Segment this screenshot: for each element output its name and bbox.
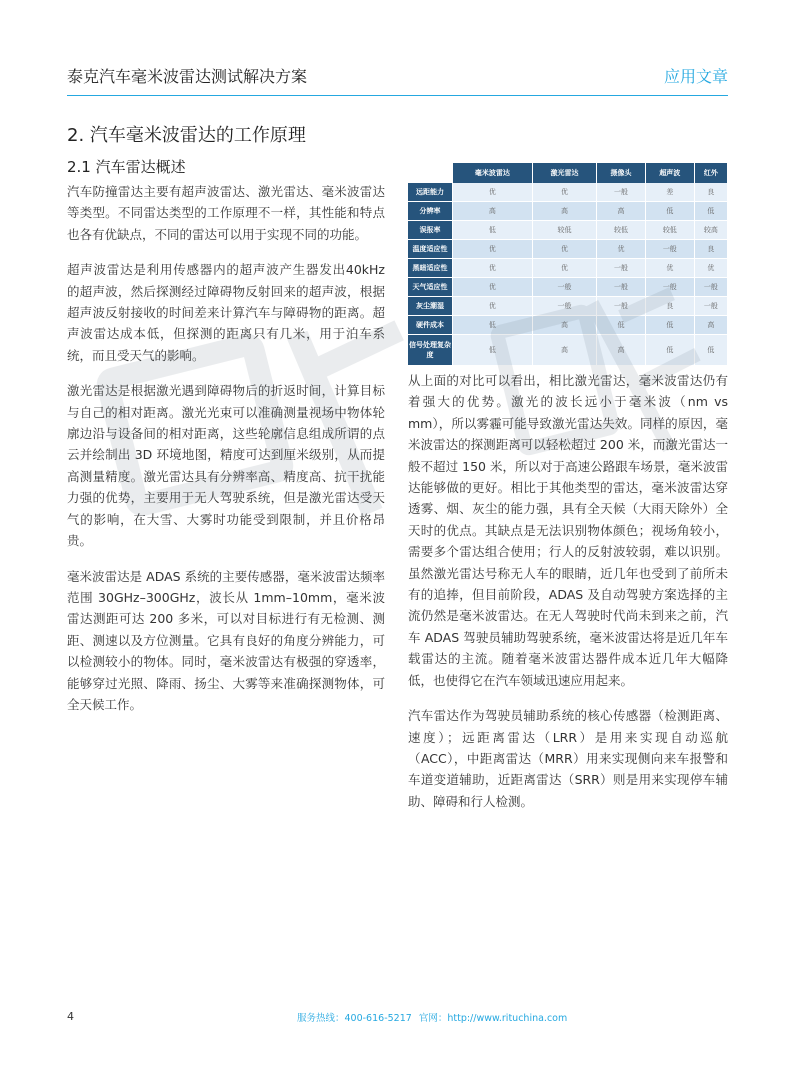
article-category: 应用文章 [663, 67, 728, 86]
paragraph: 从上面的对比可以看出，相比激光雷达，毫米波雷达仍有着强大的优势。激光的波长远小于毫米波（nm vs mm），所以雾霾可能导致激光雷达失效。同样的原因，毫米波雷达的探测距离可以轻松超过 200 米，而激光雷达一般不超过 150 米，所以对于高速公路跟车场景，毫米波雷达能够做的更好。相比于其他类型的雷达，毫米波雷达穿透雾、烟、灰尘的能力强，具有全天候（大雨天除外）全天时的优点。其缺点是无法识别物体颜色；视场角较小，需要多个雷达组合使用；行人的反射波较弱，难以识别。虽然激光雷达号称无人车的眼睛，近几年也受到了前所未有的追捧，但目前阶段，ADAS 及自动驾驶方案选择的主流仍然是毫米波雷达。在无人驾驶时代尚未到来之前，汽车 ADAS 驾驶员辅助驾驶系统，毫米波雷达将是近几年车载雷达的主流。随着毫米波雷达器件成本近几年大幅降低，也使得它在汽车领域迅速应用起来。 [408, 373, 728, 688]
table-cell: 一般 [646, 278, 695, 297]
row-header: 黑暗适应性 [408, 259, 453, 278]
table-cell: 优 [695, 259, 728, 278]
page-number: 4 [67, 1010, 74, 1023]
table-cell: 一般 [597, 183, 646, 202]
service-hotline: 服务热线：400-616-5217 [297, 1013, 412, 1024]
table-cell: 一般 [597, 278, 646, 297]
right-column [408, 370, 728, 826]
table-cell: 较低 [597, 221, 646, 240]
table-cell: 高 [533, 335, 597, 366]
table-row [408, 335, 728, 366]
radar-comparison-table [408, 163, 728, 366]
table-cell: 低 [597, 316, 646, 335]
table-cell: 较低 [533, 221, 597, 240]
table-cell: 低 [695, 202, 728, 221]
row-header: 硬件成本 [408, 316, 453, 335]
table-cell: 优 [453, 240, 533, 259]
table-cell: 一般 [597, 297, 646, 316]
column-header: 毫米波雷达 [453, 163, 533, 183]
website-link[interactable]: 官网：http://www.rituchina.com [418, 1013, 568, 1024]
row-header: 温度适应性 [408, 240, 453, 259]
footer-contact [297, 1010, 571, 1024]
table-cell: 高 [597, 335, 646, 366]
subsection-heading: 2.1 汽车雷达概述 [67, 158, 186, 176]
table-cell: 高 [533, 316, 597, 335]
table-cell: 优 [453, 278, 533, 297]
table-header-row [408, 163, 728, 183]
table-cell: 优 [533, 240, 597, 259]
table-row [408, 183, 728, 202]
table-row [408, 202, 728, 221]
paragraph: 汽车防撞雷达主要有超声波雷达、激光雷达、毫米波雷达等类型。不同雷达类型的工作原理不一样，其性能和特点也各有优缺点，不同的雷达可以用于实现不同的功能。 [67, 184, 385, 242]
table-cell: 高 [453, 202, 533, 221]
table-cell: 一般 [533, 278, 597, 297]
table-row [408, 240, 728, 259]
row-header: 误报率 [408, 221, 453, 240]
table-cell: 一般 [695, 297, 728, 316]
table-cell: 低 [453, 335, 533, 366]
row-header: 天气适应性 [408, 278, 453, 297]
table-cell: 良 [646, 297, 695, 316]
row-header: 灰尘潮湿 [408, 297, 453, 316]
table-cell: 一般 [597, 259, 646, 278]
table-cell: 优 [453, 297, 533, 316]
table-cell: 优 [533, 259, 597, 278]
table-cell: 低 [646, 202, 695, 221]
table-body [408, 183, 728, 366]
row-header: 分辨率 [408, 202, 453, 221]
table-row [408, 316, 728, 335]
column-header: 摄像头 [597, 163, 646, 183]
table-cell: 一般 [646, 240, 695, 259]
table-cell: 差 [646, 183, 695, 202]
table-cell: 优 [453, 183, 533, 202]
comparison-table [408, 163, 728, 366]
document-title: 泰克汽车毫米波雷达测试解决方案 [67, 67, 308, 86]
left-column [67, 181, 385, 729]
table-cell: 高 [695, 316, 728, 335]
table-cell: 较高 [695, 221, 728, 240]
column-header: 激光雷达 [533, 163, 597, 183]
table-row [408, 297, 728, 316]
table-cell: 高 [533, 202, 597, 221]
header-divider [67, 95, 728, 96]
table-cell: 优 [533, 183, 597, 202]
table-cell: 一般 [533, 297, 597, 316]
table-cell: 优 [453, 259, 533, 278]
paragraph: 超声波雷达是利用传感器内的超声波产生器发出40kHz 的超声波，然后探测经过障碍物反射回来的超声波，根据超声波反射接收的时间差来计算汽车与障碍物的距离。超声波雷达成本低，但探测的距离只有几米，用于泊车系统，而且受天气的影响。 [67, 262, 385, 363]
table-row [408, 278, 728, 297]
table-cell: 良 [695, 240, 728, 259]
paragraph: 激光雷达是根据激光遇到障碍物后的折返时间，计算目标与自己的相对距离。激光光束可以准确测量视场中物体轮廓边沿与设备间的相对距离，这些轮廓信息组成所谓的点云并绘制出 3D 环境地图，精度可达到厘米级别，从而提高测量精度。激光雷达具有分辨率高、精度高、抗干扰能力强的优势，主要用于无人驾驶系统，但是激光雷达受天气的影响，在大雪、大雾时功能受到限制，并且价格昂贵。 [67, 383, 385, 549]
row-header: 信号处理复杂度 [408, 335, 453, 366]
table-cell: 低 [646, 335, 695, 366]
row-header: 远距能力 [408, 183, 453, 202]
paragraph: 毫米波雷达是 ADAS 系统的主要传感器，毫米波雷达频率范围 30GHz–300GHz，波长从 1mm–10mm，毫米波雷达测距可达 200 多米，可以对目标进行有无检测、测距、测速以及方位测量。它具有良好的角度分辨能力，可以检测较小的物体。同时，毫米波雷达有极强的穿透率，能够穿过光照、降雨、扬尘、大雾等来准确探测物体，可全天候工作。 [67, 568, 385, 712]
table-cell: 一般 [695, 278, 728, 297]
section-heading: 2. 汽车毫米波雷达的工作原理 [67, 125, 306, 146]
table-cell: 低 [453, 316, 533, 335]
table-cell: 优 [646, 259, 695, 278]
table-row [408, 221, 728, 240]
table-cell: 低 [646, 316, 695, 335]
column-header: 红外 [695, 163, 728, 183]
table-row [408, 259, 728, 278]
table-cell: 低 [695, 335, 728, 366]
table-cell: 良 [695, 183, 728, 202]
table-cell: 低 [453, 221, 533, 240]
table-corner [408, 163, 453, 183]
table-cell: 优 [597, 240, 646, 259]
column-header: 超声波 [646, 163, 695, 183]
paragraph: 汽车雷达作为驾驶员辅助系统的核心传感器（检测距离、速度）；远距离雷达（LRR）是用来实现自动巡航（ACC），中距离雷达（MRR）用来实现侧向来车报警和车道变道辅助，近距离雷达（SRR）则是用来实现停车辅助、障碍和行人检测。 [408, 708, 728, 809]
table-cell: 高 [597, 202, 646, 221]
table-cell: 较低 [646, 221, 695, 240]
